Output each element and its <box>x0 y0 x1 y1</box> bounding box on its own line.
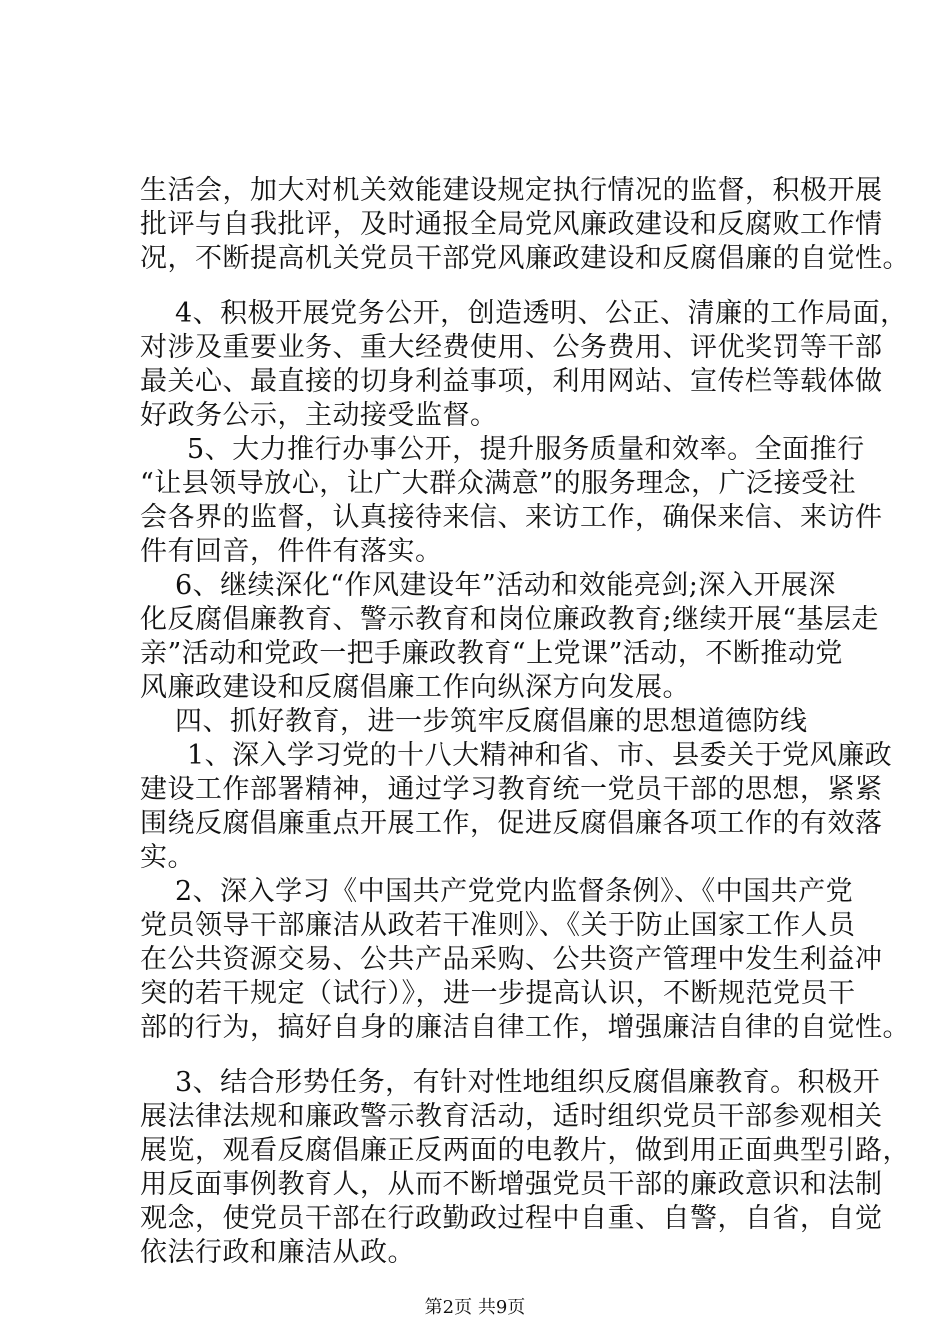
text-line: 况，不断提高机关党员干部党风廉政建设和反腐倡廉的自觉性。 <box>140 243 910 274</box>
text-line: 部的行为，搞好自身的廉洁自律工作，增强廉洁自律的自觉性。 <box>140 1012 910 1043</box>
text-line: 围绕反腐倡廉重点开展工作，促进反腐倡廉各项工作的有效落 <box>140 808 883 839</box>
text-line: 展法律法规和廉政警示教育活动，适时组织党员干部参观相关 <box>140 1101 883 1132</box>
text-line: 亲”活动和党政一把手廉政教育“上党课”活动，不断推动党 <box>140 638 843 669</box>
text-line: 化反腐倡廉教育、警示教育和岗位廉政教育;继续开展“基层走 <box>140 604 879 635</box>
text-line: 展览，观看反腐倡廉正反两面的电教片，做到用正面典型引路， <box>140 1135 910 1166</box>
text-line: 1、深入学习党的十八大精神和省、市、县委关于党风廉政 <box>187 740 893 771</box>
text-line: 突的若干规定（试行）》，进一步提高认识，不断规范党员干 <box>140 978 856 1009</box>
text-line: 2、深入学习《中国共产党党内监督条例》、《中国共产党 <box>175 876 854 907</box>
text-line: 建设工作部署精神，通过学习教育统一党员干部的思想，紧紧 <box>140 774 883 805</box>
text-line: 4、积极开展党务公开，创造透明、公正、清廉的工作局面， <box>175 298 908 329</box>
text-line: 生活会，加大对机关效能建设规定执行情况的监督，积极开展 <box>140 175 883 206</box>
text-line: 风廉政建设和反腐倡廉工作向纵深方向发展。 <box>140 672 690 703</box>
text-line: 在公共资源交易、公共产品采购、公共资产管理中发生利益冲 <box>140 944 883 975</box>
text-line: 会各界的监督，认真接待来信、来访工作，确保来信、来访件 <box>140 502 883 533</box>
text-line: 党员领导干部廉洁从政若干准则》、《关于防止国家工作人员 <box>140 910 856 941</box>
text-line: 好政务公示，主动接受监督。 <box>140 400 498 431</box>
text-line: 最关心、最直接的切身利益事项，利用网站、宣传栏等载体做 <box>140 366 883 397</box>
text-line: 依法行政和廉洁从政。 <box>140 1237 415 1268</box>
text-line: “让县领导放心，让广大群众满意”的服务理念，广泛接受社 <box>140 468 857 499</box>
text-line: 用反面事例教育人，从而不断增强党员干部的廉政意识和法制 <box>140 1169 883 1200</box>
text-line: 对涉及重要业务、重大经费使用、公务费用、评优奖罚等干部 <box>140 332 883 363</box>
text-line: 6、继续深化“作风建设年”活动和效能亮剑;深入开展深 <box>175 570 836 601</box>
section-heading: 四、抓好教育，进一步筑牢反腐倡廉的思想道德防线 <box>175 706 808 737</box>
text-line: 件有回音，件件有落实。 <box>140 536 443 567</box>
text-line: 观念，使党员干部在行政勤政过程中自重、自警，自省，自觉 <box>140 1203 883 1234</box>
text-line: 批评与自我批评，及时通报全局党风廉政建设和反腐败工作情 <box>140 209 883 240</box>
text-line: 实。 <box>140 842 195 873</box>
page-number-footer: 第2页 共9页 <box>424 1297 526 1318</box>
text-line: 5、大力推行办事公开，提升服务质量和效率。全面推行 <box>187 434 865 465</box>
text-line: 3、结合形势任务，有针对性地组织反腐倡廉教育。积极开 <box>175 1067 881 1098</box>
